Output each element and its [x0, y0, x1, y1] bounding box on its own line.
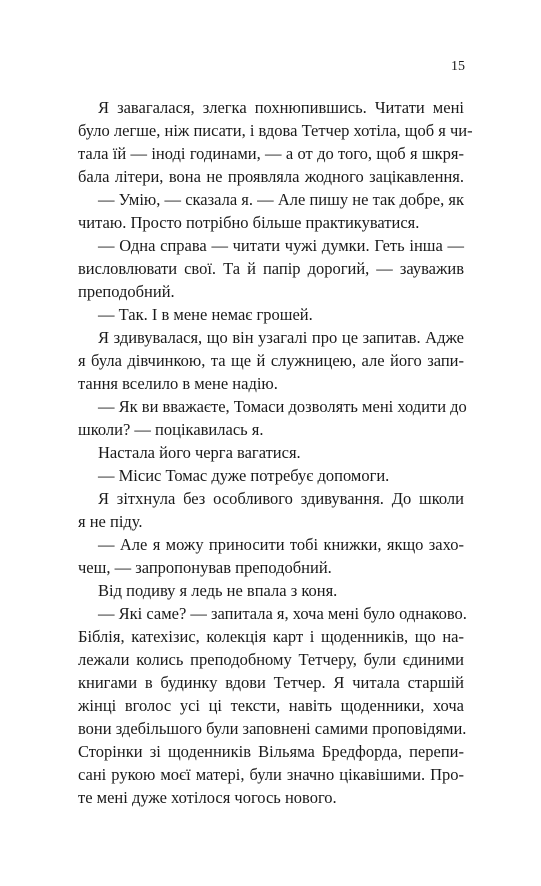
- text-line: — Але я можу приносити тобі книжки, якщо захо-: [98, 535, 464, 554]
- page-number: 15: [451, 59, 465, 74]
- text-line: — Як ви вважаєте, Томаси дозволять мені ходити до: [98, 397, 467, 416]
- text-line: сані рукою моєї матері, були значно цікавішими. Про-: [78, 765, 464, 784]
- text-line: висловлювати свої. Та й папір дорогий, — зауважив: [78, 259, 464, 278]
- text-line: школи? — поцікавилась я.: [78, 420, 264, 439]
- text-line: — Одна справа — читати чужі думки. Геть інша —: [98, 236, 464, 255]
- text-line: Я завагалася, злегка похнюпившись. Читати мені: [98, 98, 464, 117]
- text-line: Біблія, катехізис, колекція карт і щоденників, що на-: [78, 627, 464, 646]
- text-line: Сторінки зі щоденників Вільяма Бредфорда, перепи-: [78, 742, 464, 761]
- text-line: Я зітхнула без особливого здивування. До школи: [98, 489, 464, 508]
- text-line: преподобний.: [78, 282, 175, 301]
- text-line: жінці вголос усі ці тексти, навіть щоденники, хоча: [78, 696, 464, 715]
- text-line: Я здивувалася, що він узагалі про це запитав. Адже: [98, 328, 464, 347]
- text-line: чеш, — запропонував преподобний.: [78, 558, 332, 577]
- text-line: вони здебільшого були заповнені самими проповідями.: [78, 719, 467, 738]
- text-line: було легше, ніж писати, і вдова Тетчер хотіла, щоб я чи-: [78, 121, 473, 140]
- text-line: бала літери, вона не проявляла жодного зацікавлення.: [78, 167, 464, 186]
- text-line: лежали колись преподобному Тетчеру, були єдиними: [78, 650, 464, 669]
- text-line: тала їй — іноді годинами, — а от до того, щоб я шкря-: [78, 144, 464, 163]
- text-line: те мені дуже хотілося чогось нового.: [78, 788, 337, 807]
- text-line: тання вселило в мене надію.: [78, 374, 278, 393]
- text-line: читаю. Просто потрібно більше практикуватися.: [78, 213, 420, 232]
- text-line: — Місис Томас дуже потребує допомоги.: [98, 466, 390, 485]
- body-text: [78, 96, 473, 809]
- text-line: Настала його черга вагатися.: [98, 443, 301, 462]
- text-line: — Умію, — сказала я. — Але пишу не так добре, як: [98, 190, 464, 209]
- text-line: я не піду.: [78, 512, 143, 531]
- text-line: — Які саме? — запитала я, хоча мені було однаково.: [98, 604, 467, 623]
- text-line: — Так. І в мене немає грошей.: [98, 305, 313, 324]
- text-line: Від подиву я ледь не впала з коня.: [98, 581, 338, 600]
- text-line: книгами в будинку вдови Тетчер. Я читала старшій: [78, 673, 464, 692]
- text-line: я була дівчинкою, та ще й служницею, але його запи-: [78, 351, 464, 370]
